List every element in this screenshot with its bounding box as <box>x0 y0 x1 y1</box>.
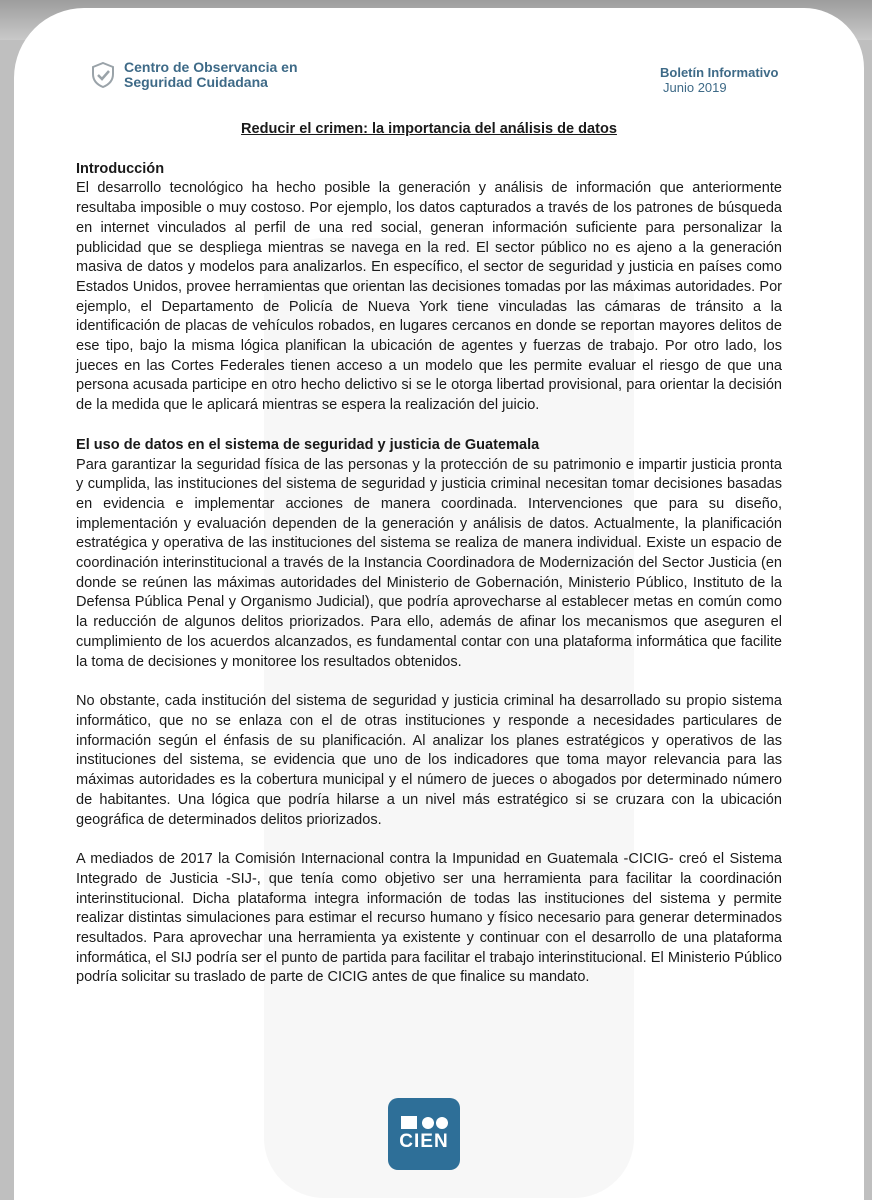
bulletin-info <box>660 65 778 95</box>
section-heading-guatemala: El uso de datos en el sistema de seguridad y justicia de Guatemala <box>76 436 540 453</box>
bulletin-date: Junio 2019 <box>663 80 727 95</box>
logo-marks <box>401 1116 448 1129</box>
shield-icon <box>92 62 114 88</box>
org-header <box>92 60 298 90</box>
org-name-line1: Centro de Observancia en <box>124 59 298 75</box>
paragraph-intro: El desarrollo tecnológico ha hecho posible la generación y análisis de información que anteriormente resultaba imposible o muy costoso. Por ejemplo, los datos capturados a través de los patrones de búsqueda en internet vinculados al perfil de una red social, generan información suficiente para personalizar la publicidad que se despliega mientras se navega en la red. El sector público no es ajeno a la generación masiva de datos y modelos para analizarlos. En específico, el sector de seguridad y justicia en países como Estados Unidos, provee herramientas que orientan las decisiones tomadas por las máximas autoridades. Por ejemplo, el Departamento de Policía de Nueva York tiene vinculadas las cámaras de tránsito a la identificación de placas de vehículos robados, en lugares cercanos en donde se reportan mayores delitos de ese tipo, bajo la misma lógica planifican la ubicación de agentes y fuerzas de trabajo. Por otro lado, los jueces en las Cortes Federales tienen acceso a un modelo que les permite evaluar el riesgo de que una persona acusada participe en otro hecho delictivo si se le otorga libertad provisional, para orientar la decisión de la medida que le aplicará mientras se espera la realización del juicio. <box>76 180 782 414</box>
org-name-line2: Seguridad Cuidadana <box>124 74 268 90</box>
paragraph-guatemala-3: A mediados de 2017 la Comisión Internacional contra la Impunidad en Guatemala -CICIG- creó el Sistema Integrado de Justicia -SIJ-, que tenía como objetivo ser una herramienta para facilitar la coordinación interinstitucional. Dicha plataforma integra información de todas las instituciones del sistema y permite realizar distintas simulaciones para estimar el recurso humano y físico necesario para generar determinados resultados. Para aprovechar una herramienta ya existente y continuar con el desarrollo de una plataforma informática, el SIJ podría ser el punto de partida para facilitar el trabajo interinstitucional. El Ministerio Público podría solicitar su traslado de parte de CICIG antes de que finalice su mandato. <box>76 851 782 986</box>
paragraph-guatemala-1: Para garantizar la seguridad física de las personas y la protección de su patrimonio e impartir justicia pronta y cumplida, las instituciones del sistema de seguridad y justicia criminal necesitan tomar decisiones basadas en evidencia e implementar acciones de manera coordinada. Intervenciones que para su diseño, implementación y evaluación dependen de la generación y análisis de datos. Actualmente, la planificación estratégica y operativa de las instituciones del sistema se realiza de manera individual. Existe un espacio de coordinación interinstitucional a través de la Instancia Coordinadora de Modernización del Sector Justicia (en donde se reúnen las máximas autoridades del Ministerio de Gobernación, Ministerio Público, Instituto de la Defensa Pública Penal y Organismo Judicial), que podría aprovecharse al establecer metas en común como la reducción de algunos delitos priorizados. Para ello, además de afinar los mecanismos que aseguren el cumplimiento de los acuerdos alcanzados, es fundamental contar con una plataforma informática que facilite la toma de decisiones y monitoree los resultados obtenidos. <box>76 456 782 670</box>
org-name <box>124 60 298 90</box>
bulletin-title: Boletín Informativo <box>660 65 779 80</box>
document-title: Reducir el crimen: la importancia del análisis de datos <box>241 121 617 137</box>
cien-logo <box>388 1098 460 1170</box>
document-body <box>76 120 782 988</box>
logo-text: CIEN <box>399 1131 449 1152</box>
paragraph-guatemala-2: No obstante, cada institución del sistema de seguridad y justicia criminal ha desarrollado su propio sistema informático, que no se enlaza con el de otras instituciones y responde a necesidades particulares de información según el énfasis de su planificación. Al analizar los planes estratégicos y operativos de las instituciones del sistema, se evidencia que uno de los indicadores que toma mayor relevancia para las máximas autoridades es la cobertura municipal y el número de jueces o abogados por determinado número de habitantes. Una lógica que podría hilarse a un nivel más estratégico si se cruzara con la ubicación geográfica de determinados delitos priorizados. <box>76 693 782 828</box>
section-heading-intro: Introducción <box>76 160 165 177</box>
